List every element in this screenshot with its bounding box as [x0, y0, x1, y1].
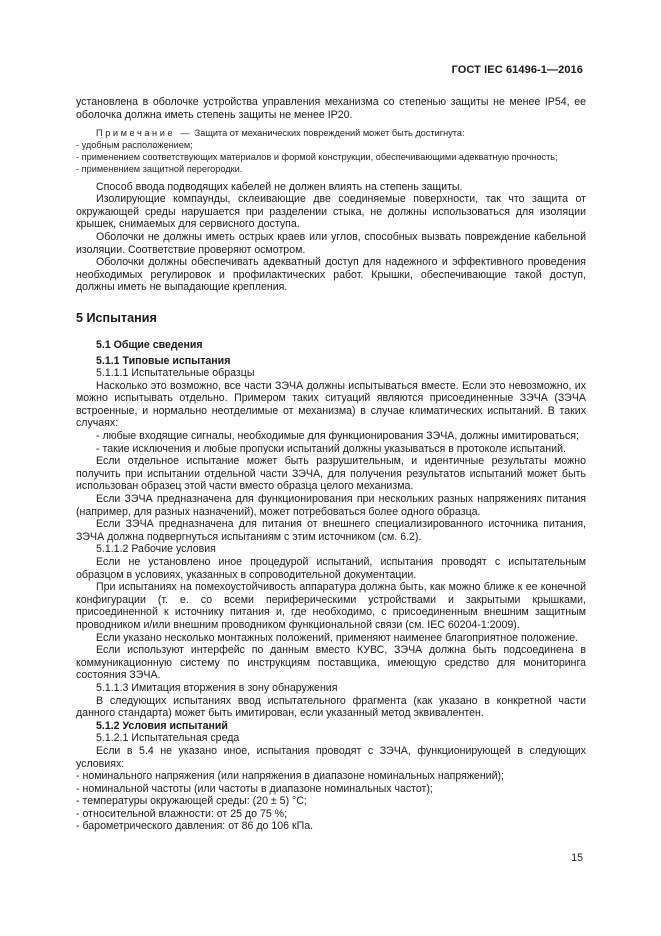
subsection-heading: 5.1 Общие сведения	[96, 338, 203, 351]
note-item: - применением соответствующих материалов и формой конструкции, обеспечивающими адекватную прочность;	[76, 152, 558, 163]
list-item: - номинальной частоты (или частоты в диапазоне номинальных частот);	[76, 782, 433, 795]
paragraph: Если ЗЭЧА предназначена для питания от внешнего специализированного источника питания, ЗЭЧА должна подвергнуться испытаниям с этим источником (см. 6.2).	[76, 518, 586, 543]
list-item: - относительной влажности: от 25 до 75 %;	[76, 807, 288, 820]
paragraph: Если ЗЭЧА предназначена для функционирования при нескольких разных напряжениях питания (например, для разных назначений), может потребоваться более одного образца.	[76, 493, 586, 518]
paragraph: Способ ввода подводящих кабелей не должен влиять на степень защиты.	[96, 180, 463, 193]
paragraph: При испытаниях на помехоустойчивость аппаратура должна быть, как можно ближе к ее конечной конфигурации (т. е. со всеми периферическими устройствами и закрытыми крышками, присоединенной к источнику питания и, где необходимо, с присоединенным внешним защитным проводником и/или внешним проводником функциональной связи (см. IEC 60204-1:2009).	[76, 581, 586, 631]
note-label: Примечание —	[96, 128, 193, 139]
note-item: - применением защитной перегородки.	[76, 164, 243, 175]
paragraph: Если указано несколько монтажных положений, применяют наименее благоприятное положение.	[96, 631, 579, 644]
paragraph: установлена в оболочке устройства управления механизма со степенью защиты не менее IP54, ее оболочка должна иметь степень защиты не менее IP20.	[76, 96, 586, 121]
note-block	[76, 127, 586, 175]
clause-heading: 5.1.1.1 Испытательные образцы	[96, 367, 255, 380]
paragraph: Оболочки должны обеспечивать адекватный доступ для надежного и эффективного проведения необходимых регулировок и профилактических работ. Крышки, обеспечивающие такой доступ, должны иметь не выпадающие крепления.	[76, 256, 586, 294]
paragraph: Изолирующие компаунды, склеивающие две соединяемые поверхности, так что защита от окружающей среды нарушается при разделении стыка, не должны использоваться для изоляции крышек, снимаемых для сервисного доступа.	[76, 193, 586, 231]
paragraph: Если в 5.4 не указано иное, испытания проводят с ЗЭЧА, функционирующей в следующих условиях:	[76, 744, 586, 770]
document-body	[76, 96, 586, 833]
subsection-heading: 5.1.1 Типовые испытания	[96, 354, 231, 367]
list-item: - температуры окружающей среды: (20 ± 5) °С;	[76, 795, 307, 808]
note-item: - удобным расположением;	[76, 140, 193, 151]
subsection-heading: 5.1.2 Условия испытаний	[96, 719, 228, 732]
list-item: - любые входящие сигналы, необходимые для функционирования ЗЭЧА, должны имитироваться;	[96, 430, 579, 443]
paragraph: Если используют интерфейс по данным вместо КУВС, ЗЭЧА должна быть подсоединена в коммуникационную систему по инструкциям поставщика, имеющую средство для мониторинга состояния ЗЭЧА.	[76, 644, 586, 682]
section-heading: 5 Испытания	[76, 310, 157, 325]
note-heading	[76, 127, 586, 139]
list-item: - номинального напряжения (или напряжения в диапазоне номинальных напряжений);	[76, 770, 504, 783]
document-header: ГОСТ IEC 61496-1—2016	[451, 64, 583, 76]
paragraph: Если отдельное испытание может быть разрушительным, и идентичные результаты можно получить при испытании отдельной части ЗЭЧА, для получения результатов испытаний может быть использован образец этой части вместо образца целого механизма.	[76, 455, 586, 493]
clause-heading: 5.1.2.1 Испытательная среда	[96, 732, 240, 745]
paragraph: Если не установлено иное процедурой испытаний, испытания проводят с испытательным образцом в условиях, указанных в сопроводительной документации.	[76, 556, 586, 581]
paragraph: Оболочки не должны иметь острых краев или углов, способных вызвать повреждение кабельной изоляции. Соответствие проверяют осмотром.	[76, 230, 586, 256]
list-item: - барометрического давления: от 86 до 106 кПа.	[76, 820, 314, 833]
list-item: - такие исключения и любые пропуски испытаний должны указываться в протоколе испытаний.	[96, 442, 566, 455]
paragraph: В следующих испытаниях ввод испытательного фрагмента (как указано в конкретной части данного стандарта) может быть имитирован, если указанный метод эквивалентен.	[76, 694, 586, 720]
clause-heading: 5.1.1.2 Рабочие условия	[96, 543, 216, 556]
note-text: Защита от механических повреждений может быть достигнута:	[192, 128, 465, 139]
page-number: 15	[571, 852, 583, 864]
paragraph: Насколько это возможно, все части ЗЭЧА должны испытываться вместе. Если это невозможно, их можно испытывать отдельно. Примером таких ситуаций являются присоединенные ЗЭЧА (ЗЭЧА встроенные, и нормально неотделимые от механизма) в случае климатических испытаний. В таких случаях:	[76, 379, 586, 430]
clause-heading: 5.1.1.3 Имитация вторжения в зону обнаружения	[96, 681, 338, 694]
